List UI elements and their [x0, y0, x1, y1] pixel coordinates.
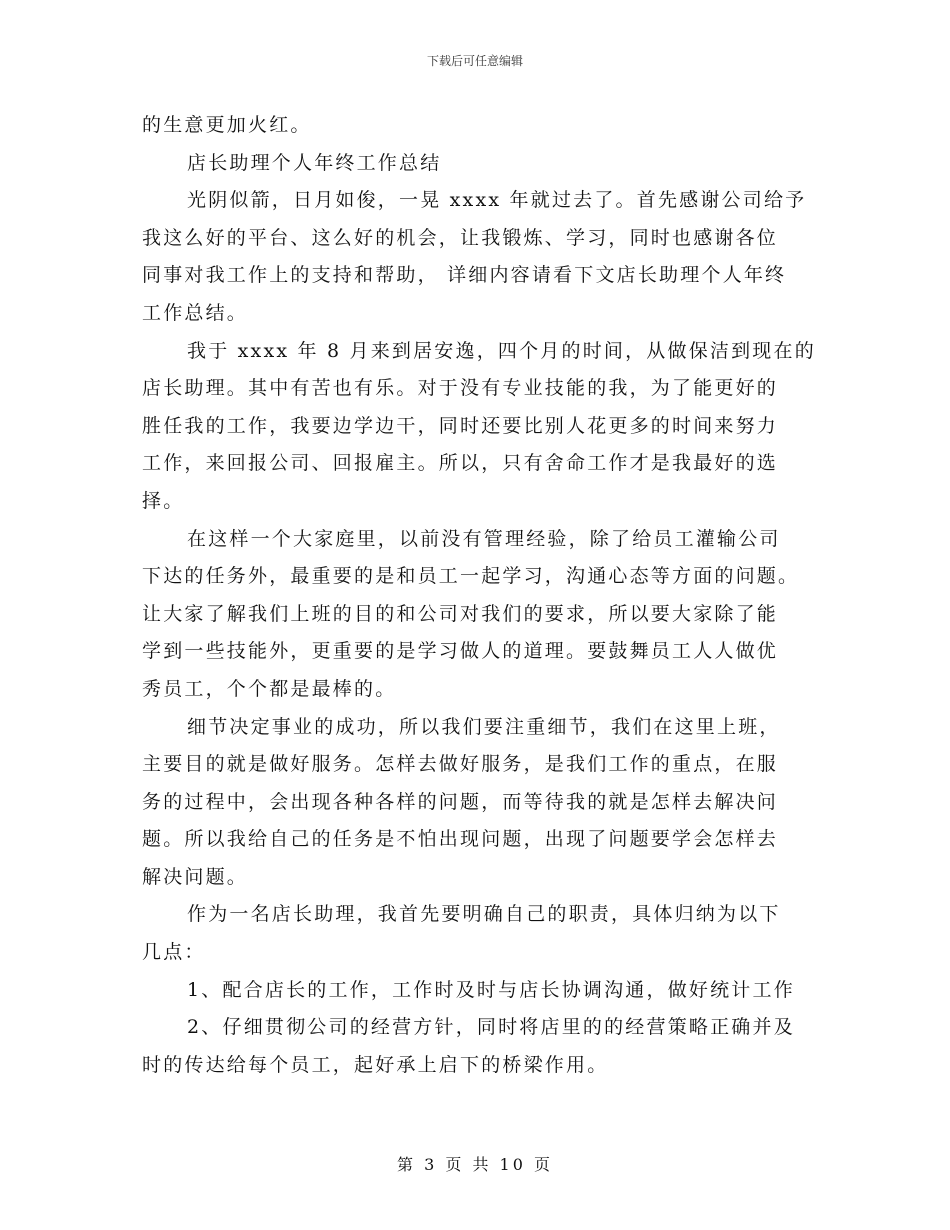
paragraph-line: 解决问题。 [142, 865, 249, 888]
list-item: 2、仔细贯彻公司的经营方针，同时将店里的的经营策略正确并及 [187, 1016, 795, 1039]
paragraph-line: 让大家了解我们上班的目的和公司对我们的要求，所以要大家除了能 [142, 602, 779, 625]
page-number: 第 3 页 共 10 页 [397, 1155, 553, 1174]
document-body [142, 107, 816, 1084]
paragraph-line: 同事对我工作上的支持和帮助， 详细内容请看下文店长助理个人年终 [142, 264, 787, 287]
paragraph-line: 时的传达给每个员工，起好承上启下的桥梁作用。 [142, 1053, 609, 1076]
paragraph-line: 工作，来回报公司、回报雇主。所以，只有舍命工作才是我最好的选 [142, 452, 779, 475]
paragraph-line: 题。所以我给自己的任务是不怕出现问题，出现了问题要学会怎样去 [142, 828, 779, 851]
paragraph-line: 店长助理。其中有苦也有乐。对于没有专业技能的我，为了能更好的 [142, 377, 779, 400]
paragraph-line: 我于 xxxx 年 8 月来到居安逸，四个月的时间，从做保洁到现在的 [187, 339, 816, 362]
page-header: 下载后可任意编辑 [426, 54, 523, 68]
paragraph-line: 主要目的就是做好服务。怎样去做好服务，是我们工作的重点，在服 [142, 753, 779, 776]
section-title: 店长助理个人年终工作总结 [187, 151, 442, 174]
paragraph-line: 择。 [142, 489, 185, 512]
paragraph-line: 细节决定事业的成功，所以我们要注重细节，我们在这里上班， [187, 715, 781, 738]
paragraph-line: 作为一名店长助理，我首先要明确自己的职责，具体归纳为以下 [187, 903, 781, 926]
paragraph-line: 的生意更加火红。 [142, 114, 312, 136]
paragraph-line: 下达的任务外，最重要的是和员工一起学习，沟通心态等方面的问题。 [142, 565, 800, 588]
list-item: 1、配合店长的工作，工作时及时与店长协调沟通，做好统计工作 [187, 978, 795, 1001]
paragraph-line: 秀员工，个个都是最棒的。 [142, 677, 397, 700]
paragraph-line: 学到一些技能外，更重要的是学习做人的道理。要鼓舞员工人人做优 [142, 640, 779, 663]
paragraph-line: 务的过程中，会出现各种各样的问题，而等待我的就是怎样去解决问 [142, 790, 779, 813]
paragraph-line: 几点： [142, 941, 206, 964]
paragraph-line: 我这么好的平台、这么好的机会，让我锻炼、学习，同时也感谢各位 [142, 226, 779, 249]
paragraph-line: 光阴似箭，日月如俊，一晃 xxxx 年就过去了。首先感谢公司给予 [187, 189, 807, 212]
paragraph-line: 工作总结。 [142, 301, 249, 324]
paragraph-line: 在这样一个大家庭里，以前没有管理经验，除了给员工灌输公司 [187, 527, 781, 550]
paragraph-line: 胜任我的工作，我要边学边干，同时还要比别人花更多的时间来努力 [142, 414, 779, 437]
